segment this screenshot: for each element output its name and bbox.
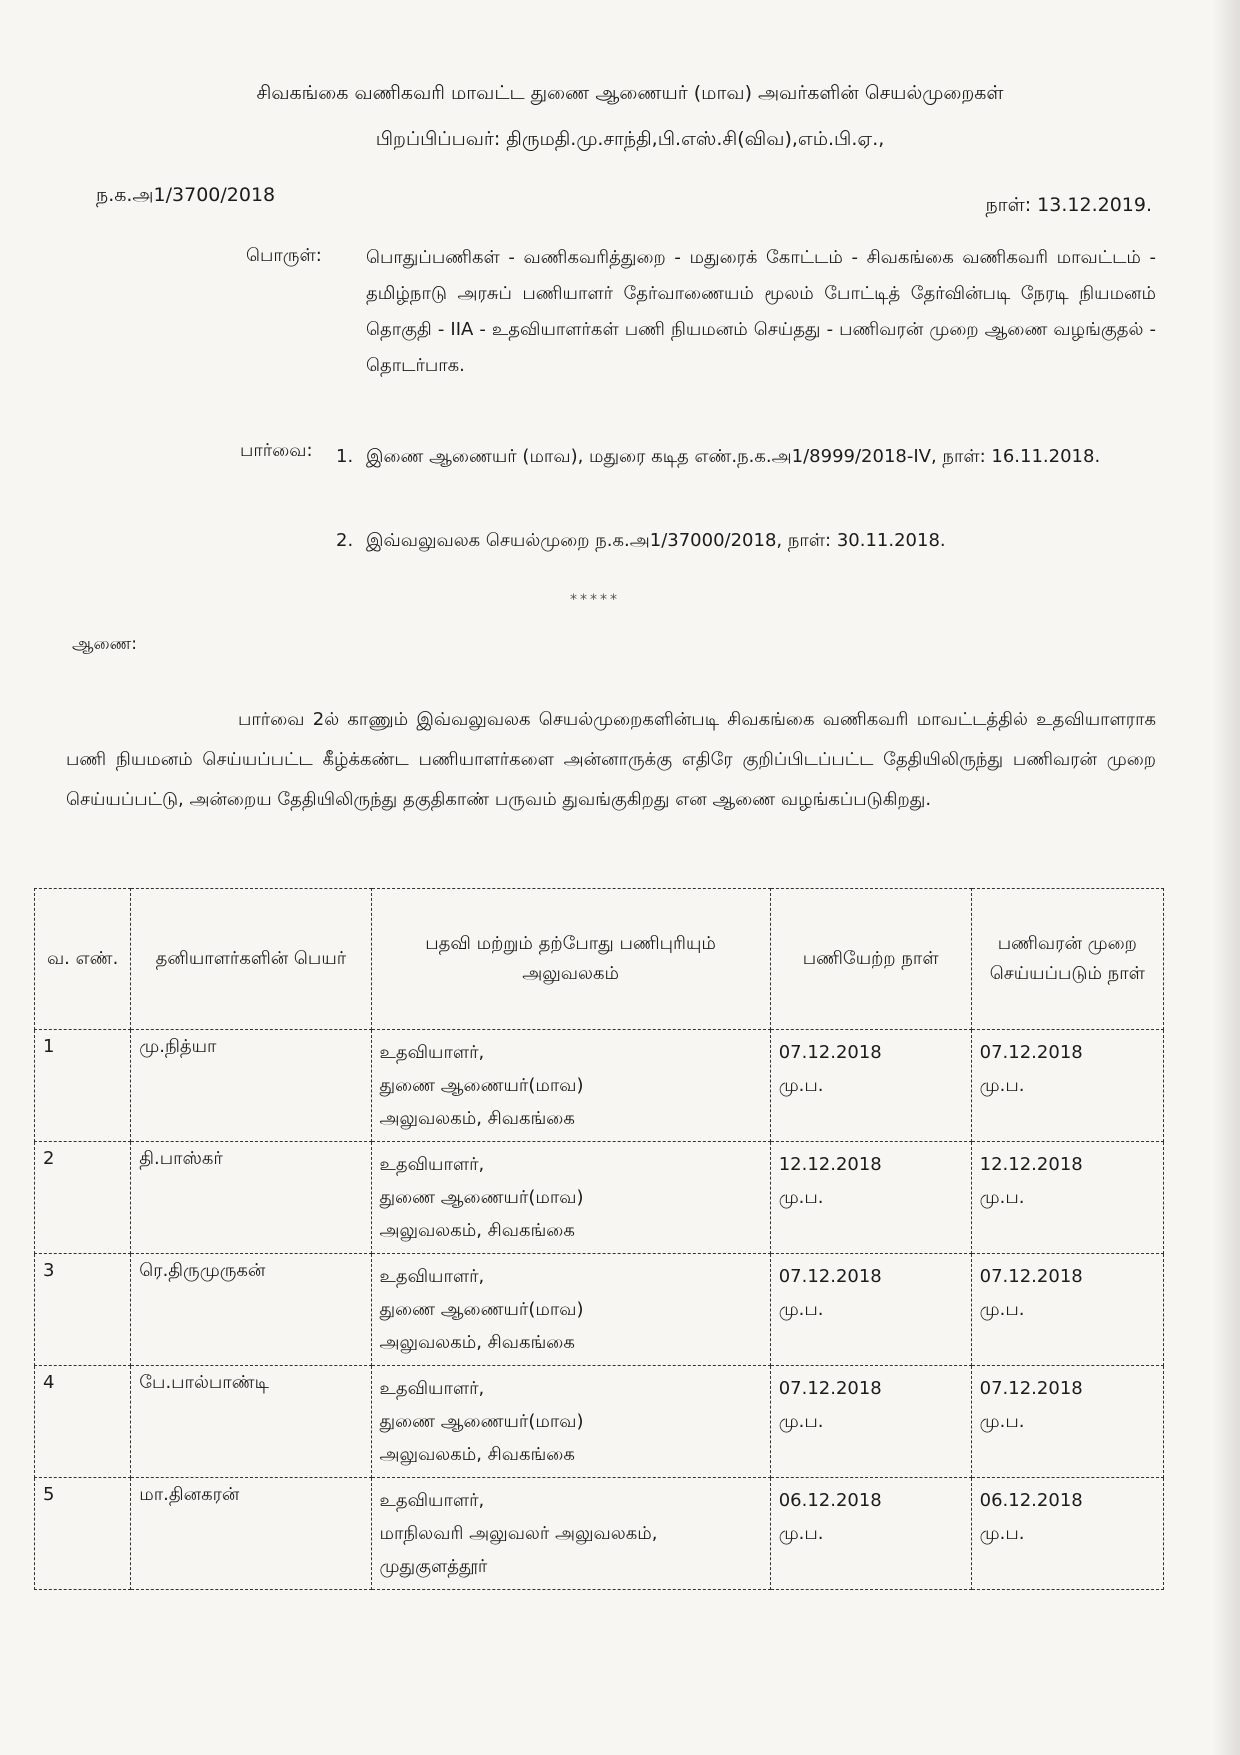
office-line: முதுகுளத்தூர் (379, 1556, 488, 1577)
name-cell: மு.நித்யா (131, 1030, 371, 1142)
regularised-cell (971, 1142, 1163, 1254)
joined-session: மு.ப. (778, 1187, 824, 1208)
office-line: துணை ஆணையர்(மாவ) (379, 1411, 584, 1432)
joined-session: மு.ப. (778, 1411, 824, 1432)
post-title: உதவியாளர், (379, 1378, 485, 1399)
serial-cell: 4 (35, 1366, 131, 1478)
references-label: பார்வை: (240, 440, 313, 461)
office-line: அலுவலகம், சிவகங்கை (379, 1332, 575, 1353)
header-serial: வ. எண். (35, 889, 131, 1030)
issuer-line: பிறப்பிப்பவர்: திருமதி.மு.சாந்தி,பி.எஸ்.சி(விவ),எம்.பி.ஏ., (375, 128, 885, 150)
appointments-table (34, 888, 1164, 1590)
name-cell: தி.பாஸ்கர் (131, 1142, 371, 1254)
post-cell (371, 1254, 770, 1366)
page-edge-shadow (1212, 0, 1240, 1755)
regularised-date: 12.12.2018 (979, 1154, 1083, 1175)
joined-cell (770, 1030, 971, 1142)
office-line: அலுவலகம், சிவகங்கை (379, 1444, 575, 1465)
joined-cell (770, 1142, 971, 1254)
joined-date: 06.12.2018 (778, 1490, 882, 1511)
serial-cell: 3 (35, 1254, 131, 1366)
name-cell: மா.தினகரன் (131, 1478, 371, 1590)
reference-number: ந.க.அ1/3700/2018 (96, 184, 276, 206)
post-cell (371, 1366, 770, 1478)
table-row (35, 1254, 1164, 1366)
regularised-date: 06.12.2018 (979, 1490, 1083, 1511)
regularised-date: 07.12.2018 (979, 1042, 1083, 1063)
reference-item (336, 440, 1156, 474)
joined-date: 07.12.2018 (778, 1042, 882, 1063)
regularised-session: மு.ப. (979, 1075, 1025, 1096)
separator-stars: ***** (570, 592, 620, 608)
reference-item (336, 524, 1156, 558)
name-cell: ரெ.திருமுருகன் (131, 1254, 371, 1366)
office-line: அலுவலகம், சிவகங்கை (379, 1108, 575, 1129)
header-name: தனியாளர்களின் பெயர் (131, 889, 371, 1030)
document-date: நாள்: 13.12.2019. (985, 194, 1152, 216)
regularised-date: 07.12.2018 (979, 1378, 1083, 1399)
serial-cell: 1 (35, 1030, 131, 1142)
table-row (35, 1030, 1164, 1142)
joined-session: மு.ப. (778, 1075, 824, 1096)
reference-text: இணை ஆணையர் (மாவ), மதுரை கடித எண்.ந.க.அ1/8999/2018-IV, நாள்: 16.11.2018. (366, 446, 1101, 467)
joined-date: 07.12.2018 (778, 1378, 882, 1399)
joined-session: மு.ப. (778, 1523, 824, 1544)
post-cell (371, 1142, 770, 1254)
reference-number-label: 1. (336, 446, 354, 467)
regularised-cell (971, 1254, 1163, 1366)
header-post-office: பதவி மற்றும் தற்போது பணிபுரியும் அலுவலகம் (371, 889, 770, 1030)
table-header-row (35, 889, 1164, 1030)
office-line: துணை ஆணையர்(மாவ) (379, 1187, 584, 1208)
table-row (35, 1366, 1164, 1478)
regularised-date: 07.12.2018 (979, 1266, 1083, 1287)
joined-date: 07.12.2018 (778, 1266, 882, 1287)
document-title: சிவகங்கை வணிகவரி மாவட்ட துணை ஆணையர் (மாவ) அவர்களின் செயல்முறைகள் (256, 82, 1004, 104)
joined-session: மு.ப. (778, 1299, 824, 1320)
table-row (35, 1142, 1164, 1254)
header-regularised-date: பணிவரன் முறை செய்யப்படும் நாள் (971, 889, 1163, 1030)
post-cell (371, 1478, 770, 1590)
regularised-session: மு.ப. (979, 1523, 1025, 1544)
joined-cell (770, 1478, 971, 1590)
joined-date: 12.12.2018 (778, 1154, 882, 1175)
order-label: ஆணை: (72, 634, 137, 654)
order-body: பார்வை 2ல் காணும் இவ்வலுவலக செயல்முறைகளின்படி சிவகங்கை வணிகவரி மாவட்டத்தில் உதவியாளராக பணி நியமனம் செய்யப்பட்ட கீழ்க்கண்ட பணியாளர்களை அன்னாருக்கு எதிரே குறிப்பிடப்பட்ட தேதியிலிருந்து பணிவரன் முறை செய்யப்பட்டு, அன்றைய தேதியிலிருந்து தகுதிகாண் பருவம் துவங்குகிறது என ஆணை வழங்கப்படுகிறது. (66, 709, 1156, 810)
post-title: உதவியாளர், (379, 1154, 485, 1175)
serial-cell: 5 (35, 1478, 131, 1590)
reference-text: இவ்வலுவலக செயல்முறை ந.க.அ1/37000/2018, நாள்: 30.11.2018. (366, 530, 946, 551)
post-title: உதவியாளர், (379, 1042, 485, 1063)
regularised-cell (971, 1366, 1163, 1478)
office-line: அலுவலகம், சிவகங்கை (379, 1220, 575, 1241)
office-line: துணை ஆணையர்(மாவ) (379, 1075, 584, 1096)
header-joined-date: பணியேற்ற நாள் (770, 889, 971, 1030)
regularised-session: மு.ப. (979, 1187, 1025, 1208)
joined-cell (770, 1366, 971, 1478)
serial-cell: 2 (35, 1142, 131, 1254)
reference-number-label: 2. (336, 530, 354, 551)
subject-text: பொதுப்பணிகள் - வணிகவரித்துறை - மதுரைக் கோட்டம் - சிவகங்கை வணிகவரி மாவட்டம் - தமிழ்நாடு அரசுப் பணியாளர் தேர்வாணையம் மூலம் போட்டித் தேர்வின்படி நேரடி நியமனம் தொகுதி - IIA - உதவியாளர்கள் பணி நியமனம் செய்தது - பணிவரன் முறை ஆணை வழங்குதல் - தொடர்பாக. (366, 247, 1157, 376)
office-line: துணை ஆணையர்(மாவ) (379, 1299, 584, 1320)
post-title: உதவியாளர், (379, 1490, 485, 1511)
subject-label: பொருள்: (246, 245, 322, 266)
table-row (35, 1478, 1164, 1590)
office-line: மாநிலவரி அலுவலர் அலுவலகம், (379, 1523, 658, 1544)
name-cell: பே.பால்பாண்டி (131, 1366, 371, 1478)
post-cell (371, 1030, 770, 1142)
post-title: உதவியாளர், (379, 1266, 485, 1287)
regularised-session: மு.ப. (979, 1411, 1025, 1432)
regularised-cell (971, 1030, 1163, 1142)
joined-cell (770, 1254, 971, 1366)
regularised-cell (971, 1478, 1163, 1590)
regularised-session: மு.ப. (979, 1299, 1025, 1320)
